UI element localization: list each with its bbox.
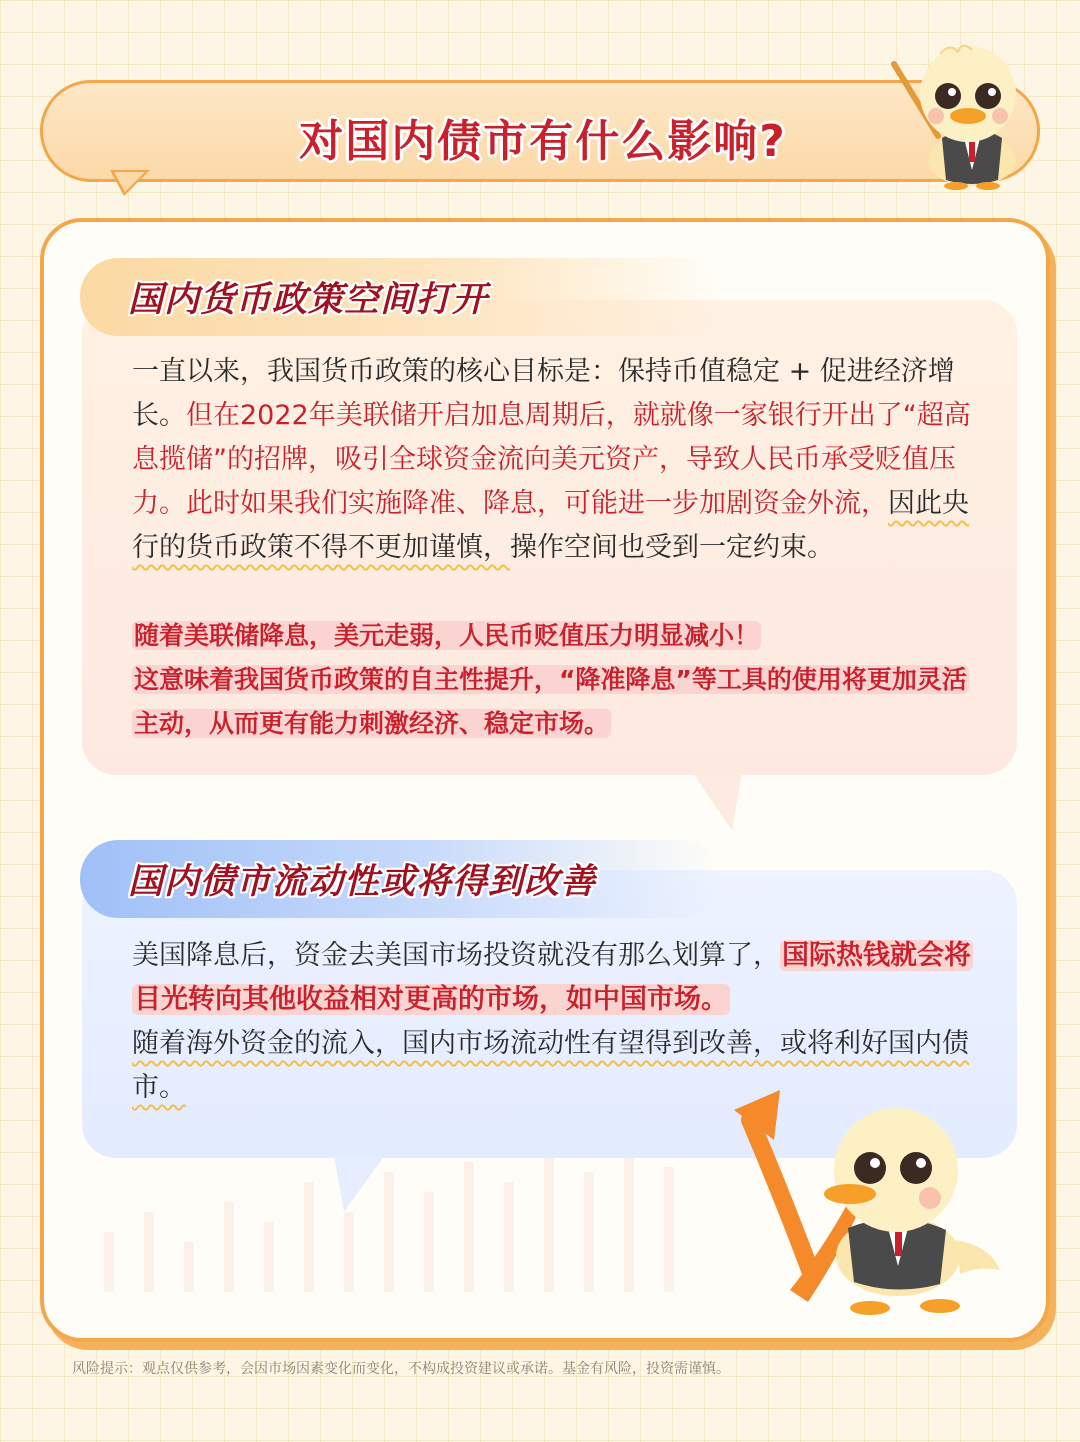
section2-bubble-tail: [334, 1156, 384, 1212]
section2-heading: 国内债市流动性或将得到改善: [128, 862, 597, 902]
section2-highlight: 国际热钱就会将目光转向其他收益相对更高的市场，如中国市场。: [134, 940, 971, 1015]
section1-highlight-2: 这意味着我国货币政策的自主性提升，“降准降息”等工具的使用将更加灵活主动，从而更有能力刺激经济、稳定市场。: [134, 665, 967, 738]
section1-text-a: 一直以来，我国货币政策的核心目标是：保持币值稳定 + 促进经济增长。: [132, 356, 955, 431]
section2-text-c: 随着海外资金的流入，国内市场流动性有望得到改善，或将利好国内债市。: [132, 1028, 969, 1103]
section2-text-a: 美国降息后，资金去美国市场投资就没有那么划算了，: [132, 940, 780, 971]
section1-highlight-1: 随着美联储降息，美元走弱，人民币贬值压力明显减小！: [134, 621, 760, 650]
section1-highlight-block: [132, 614, 982, 746]
title-bubble-tail-fill: [114, 172, 145, 192]
duck-running-arrow-icon: [720, 1070, 1010, 1320]
section1-heading: 国内货币政策空间打开: [128, 280, 489, 320]
page-title: 对国内债市有什么影响?: [299, 116, 787, 167]
section1-text-d: 操作空间也受到一定约束。: [510, 532, 834, 563]
section1-text-b: 但在2022年美联储开启加息周期后，就就像一家银行开出了“超高息揽储”的招牌，吸引全球资金流向美元资产，导致人民币承受贬值压力。此时如果我们实施降准、降息，可能进一步加剧资金外流，: [132, 400, 971, 519]
section1-paragraph: [132, 350, 972, 570]
section1-text-c: 因此央行的货币政策不得不更加谨慎，: [132, 488, 969, 563]
duck-teacher-icon: [880, 20, 1040, 190]
section1-heading-bar: [80, 258, 720, 336]
section1-bubble-tail: [692, 772, 742, 830]
risk-disclaimer: 风险提示：观点仅供参考，会因市场因素变化而变化，不构成投资建议或承诺。基金有风险，投资需谨慎。: [72, 1361, 730, 1377]
section2-heading-bar: [80, 840, 720, 918]
